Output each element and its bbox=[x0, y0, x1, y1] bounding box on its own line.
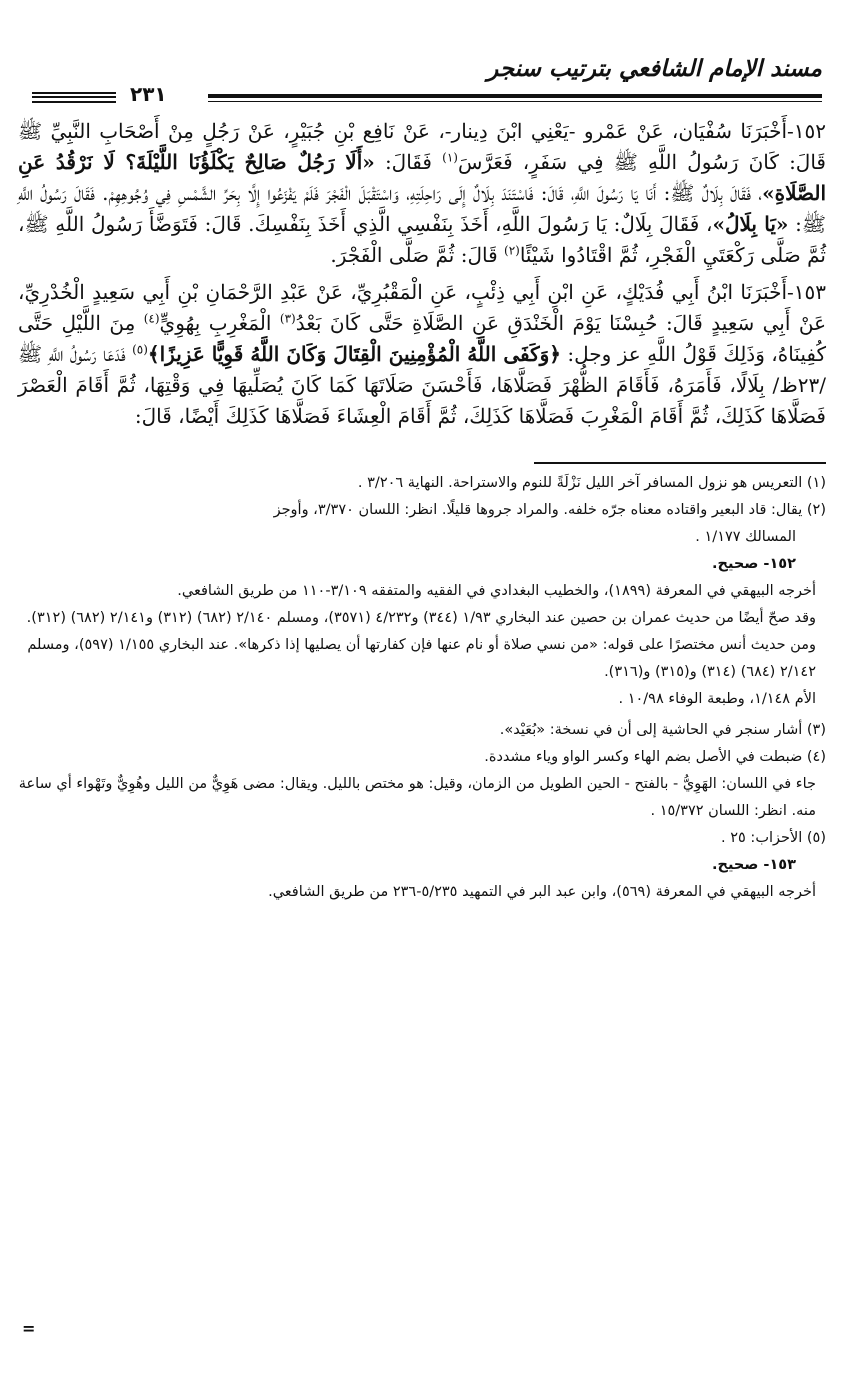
hadith-152-text: ١٥٢-أَخْبَرَنَا سُفْيَان، عَنْ عَمْرو -يَعْنِي ابْنَ دِينار-، عَنْ نَافِع بْنِ جُبَيْرٍ، عَنْ رَجُلٍ مِنْ أَصْحَابِ النَّبِيِّ ﷺ قَالَ: كَانَ رَسُولُ اللَّهِ ﷺ فِي سَفَرٍ، فَعَرَّسَ bbox=[18, 119, 826, 174]
footnote-ref-3: (٣) bbox=[279, 311, 296, 326]
continuation-mark: = bbox=[22, 1319, 36, 1338]
hadith-152-takhrij: ومن حديث أنس مختصرًا على قوله: «من نسي صلاة أو نام عنها فإن كفارتها أن يصليها إذا ذكرها». عند البخاري ١/١٥٥ (٥٩٧)، ومسلم ٢/١٤٢ (٦٨٤) (٣١٤) و(٣١٥) و(٣١٦). bbox=[27, 637, 816, 680]
hadith-152-grade: ١٥٢- صحيح. bbox=[712, 556, 796, 572]
hadith-152-text: قَالَ: ثُمَّ صَلَّى الْفَجْرَ. bbox=[330, 243, 504, 267]
hadith-153-text: الْمَغْرِبِ بِهُوِيٍّ bbox=[159, 311, 280, 335]
footnote-2: (٢) يقال: قاد البعير واقتاده معناه جرّه خلفه. والمراد جروها قليلًا. انظر: اللسان ٣/٣٧٠، وأوجز bbox=[273, 502, 826, 518]
hadith-152-text: ، فَقَالَ بِلَالٌ ﷺ: أَنَا يَا رَسُولَ اللَّهِ، قَالَ: فَاسْتَنَدَ بِلَالٌ إِلَى رَاحِلَتِهِ، وَاسْتَقْبَلَ الْفَجْرَ فَلَمْ يَفْزَعُوا إِلَّا بِحَرِّ الشَّمْسِ فِي وُجُوهِهِمْ. فَقَالَ رَسُولُ اللَّهِ ﷺ: bbox=[18, 181, 826, 236]
hadith-152-text: فَقَالَ: bbox=[374, 150, 443, 174]
hadith-152-takhrij: وقد صحّ أيضًا من حديث عمران بن حصين عند البخاري ١/٩٣ (٣٤٤) و٤/٢٣٢ (٣٥٧١)، ومسلم ٢/١٤٠ (٦٨٢) (٣١٢) و٢/١٤١ (٦٨٢) (٣١٢). bbox=[26, 610, 816, 626]
page-number: ٢٣١ bbox=[130, 82, 167, 106]
header-rule bbox=[208, 94, 822, 102]
footnote-4-detail: جاء في اللسان: الهَوِيُّ - بالفتح - الحين الطويل من الزمان، وقيل: هو مختص بالليل. ويقال: مضى هَوِيٌّ من الليل وهُوِيٌّ وتَهْواء أي ساعة منه. انظر: اللسان ١٥/٣٧٢ . bbox=[18, 776, 816, 819]
hadith-152-text: ، فَقَالَ بِلَالٌ: يَا رَسُولَ اللَّهِ، أَخَذَ بِنَفْسِي الَّذِي أَخَذَ بِنَفْسِكَ. قَالَ: فَتَوَضَّأَ رَسُولُ اللَّهِ ﷺ، ثُمَّ صَلَّى رَكْعَتَيِ الْفَجْرِ، ثُمَّ اقْتَادُوا شَيْئًا bbox=[18, 212, 826, 267]
footnotes-rule bbox=[534, 462, 826, 464]
hadith-152-takhrij: الأم ١/١٤٨، وطبعة الوفاء ١٠/٩٨ . bbox=[618, 691, 816, 707]
prophet-quote: «يَا بِلَالُ» bbox=[712, 212, 789, 236]
hadith-152-takhrij: أخرجه البيهقي في المعرفة (١٨٩٩)، والخطيب البغدادي في الفقيه والمتفقه ٣/١٠٩-١١٠ من طريق الشافعي. bbox=[177, 583, 816, 599]
main-text bbox=[18, 116, 826, 432]
footnote-ref-5: (٥) bbox=[132, 342, 148, 357]
footnote-ref-1: (١) bbox=[442, 150, 458, 165]
running-header bbox=[18, 52, 826, 116]
footnote-2-continued: المسالك ١/١٧٧ . bbox=[695, 529, 796, 545]
footnote-4: (٤) ضبطت في الأصل بضم الهاء وكسر الواو وياء مشددة. bbox=[484, 749, 826, 765]
footnote-1: (١) التعريس هو نزول المسافر آخر الليل نَزْلَةً للنوم والاستراحة. النهاية ٣/٢٠٦ . bbox=[357, 475, 826, 491]
book-page bbox=[18, 52, 826, 1372]
hadith-153-text: ١٥٣-أَخْبَرَنَا ابْنُ أَبِي فُدَيْكٍ، عَنِ ابْنِ أَبِي ذِئْبٍ، عَنِ الْمَقْبُرِيِّ، عَنْ عَبْدِ الرَّحْمَانِ بْنِ أَبِي سَعِيدٍ الْخُدْرِيِّ، عَنْ أَبِي سَعِيدٍ قَالَ: حُبِسْنَا يَوْمَ الْخَنْدَقِ عَنِ الصَّلَاةِ حَتَّى كَانَ بَعْدُ bbox=[18, 280, 827, 335]
page-number-rule bbox=[32, 92, 116, 103]
footnote-5: (٥) الأحزاب: ٢٥ . bbox=[721, 830, 826, 846]
hadith-153-text: فَدَعَا رَسُولُ اللَّهِ ﷺ /٢٣ظ/ بِلَالًا، فَأَمَرَهُ، فَأَقَامَ الظُّهْرَ فَصَلَّاهَا، فَأَحْسَنَ صَلَاتَهَا كَمَا كَانَ يُصَلِّيهَا فِي وَقْتِهَا، ثُمَّ أَقَامَ الْعَصْرَ فَصَلَّاهَا كَذَلِكَ، ثُمَّ أَقَامَ الْمَغْرِبَ فَصَلَّاهَا كَذَلِكَ، ثُمَّ أَقَامَ الْعِشَاءَ فَصَلَّاهَا كَذَلِكَ أَيْضًا، قَالَ: bbox=[18, 342, 826, 428]
running-title: مسند الإمام الشافعي بترتيب سنجر bbox=[487, 56, 822, 82]
hadith-153-takhrij: أخرجه البيهقي في المعرفة (٥٦٩)، وابن عبد البر في التمهيد ٥/٢٣٥-٢٣٦ من طريق الشافعي. bbox=[268, 884, 816, 900]
prophet-quote: «أَلَا رَجُلٌ صَالِحٌ يَكْلَؤُنَا اللَّيْلَةَ؟ لَا نَرْقُدُ عَنِ الصَّلَاةِ» bbox=[18, 150, 826, 205]
quran-verse: ﴿وَكَفَى اللَّهُ الْمُؤْمِنِينَ الْقِتَالَ وَكَانَ اللَّهُ قَوِيًّا عَزِيزًا﴾ bbox=[147, 342, 562, 366]
footnotes bbox=[18, 470, 826, 906]
hadith-153-grade: ١٥٣- صحيح. bbox=[712, 857, 796, 873]
footnote-ref-4: (٤) bbox=[143, 311, 160, 326]
hadith-152 bbox=[18, 116, 826, 271]
hadith-153 bbox=[18, 277, 826, 432]
hadith-153-text: مِنَ اللَّيْلِ حَتَّى كُفِينَاهُ، وَذَلِكَ قَوْلُ اللَّهِ عز وجل: bbox=[18, 311, 826, 366]
footnote-3: (٣) أشار سنجر في الحاشية إلى أن في نسخة: «بُعَيْد». bbox=[499, 722, 826, 738]
footnote-ref-2: (٢) bbox=[504, 243, 520, 258]
